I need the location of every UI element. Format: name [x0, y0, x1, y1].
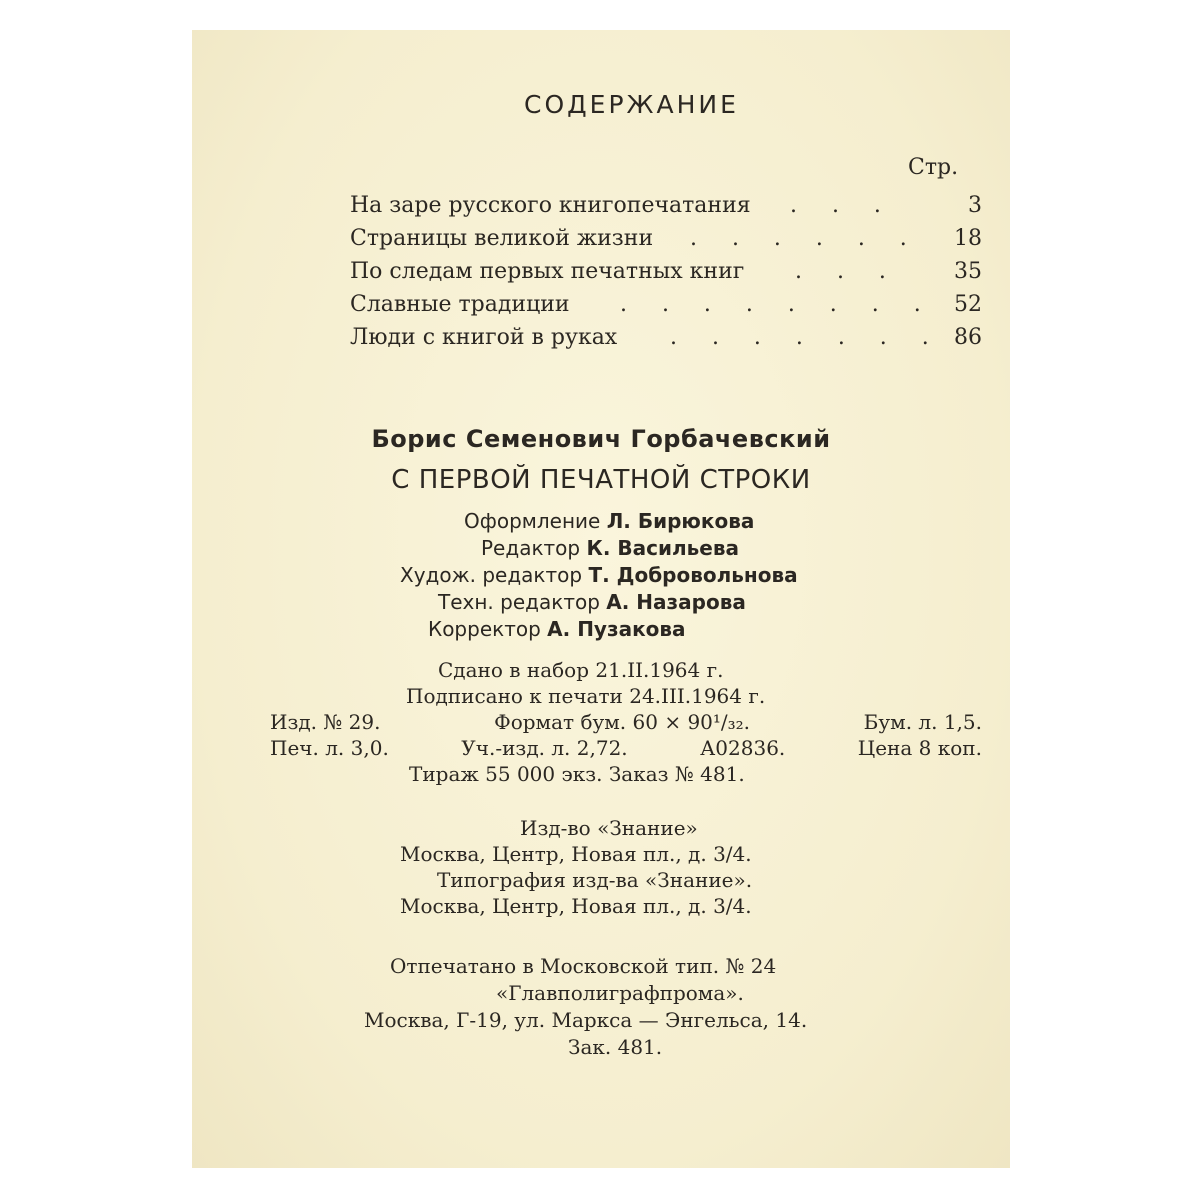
toc-leader-dots: . . . [795, 259, 886, 284]
credit-name: К. Васильева [586, 536, 740, 560]
toc-leader-dots: . . . [790, 193, 881, 218]
book-page [192, 30, 1010, 1168]
printing-house: Типография изд-ва «Знание». [437, 868, 753, 892]
credit-role: Редактор [481, 536, 581, 560]
toc-entry [350, 325, 982, 351]
printing-house-address: Москва, Центр, Новая пл., д. 3/4. [400, 894, 752, 918]
credit-name: Т. Добровольнова [588, 563, 798, 587]
toc-entry-page: 52 [954, 292, 982, 317]
paper-format: Формат бум. 60 × 90¹/₃₂. [494, 710, 751, 734]
credit-name: Л. Бирюкова [606, 509, 755, 533]
toc-entry [350, 193, 982, 219]
publisher-address: Москва, Центр, Новая пл., д. 3/4. [400, 842, 752, 866]
credit-line [400, 565, 798, 585]
toc-entry-page: 18 [954, 226, 982, 251]
toc-entry [350, 259, 982, 285]
toc-entry-page: 3 [968, 193, 982, 218]
toc-entry-title: Люди с книгой в руках [350, 325, 618, 350]
imprint-row-1 [270, 712, 982, 732]
credit-name: А. Пузакова [547, 617, 686, 641]
toc-leader-dots: . . . . . . . . [620, 292, 921, 317]
license-code: А02836. [700, 736, 786, 760]
credit-name: А. Назарова [606, 590, 746, 614]
price: Цена 8 коп. [857, 736, 982, 760]
printer-address: Москва, Г-19, ул. Маркса — Энгельса, 14. [364, 1008, 808, 1032]
toc-entry-title: На заре русского книгопечатания [350, 193, 751, 218]
book-author: Борис Семенович Горбачевский [371, 425, 831, 453]
toc-entry-title: Страницы великой жизни [350, 226, 654, 251]
toc-entry-page: 86 [954, 325, 982, 350]
toc-entry [350, 226, 982, 252]
toc-entry [350, 292, 982, 318]
toc-leader-dots: . . . . . . . [670, 325, 929, 350]
print-sheets: Печ. л. 3,0. [270, 736, 389, 760]
credit-line [481, 538, 739, 558]
toc-title: СОДЕРЖАНИЕ [524, 90, 739, 119]
credit-role: Корректор [428, 617, 541, 641]
credit-role: Техн. редактор [438, 590, 600, 614]
toc-entry-page: 35 [954, 259, 982, 284]
order-number: Зак. 481. [568, 1035, 663, 1059]
edition-number: Изд. № 29. [270, 710, 381, 734]
credit-line [438, 592, 746, 612]
toc-leader-dots: . . . . . . [690, 226, 907, 251]
toc-entry-title: Славные традиции [350, 292, 570, 317]
publisher-sheets: Уч.-изд. л. 2,72. [461, 736, 628, 760]
book-title: С ПЕРВОЙ ПЕЧАТНОЙ СТРОКИ [391, 465, 811, 495]
credit-line [428, 619, 686, 639]
typeset-date: Сдано в набор 21.II.1964 г. [438, 658, 724, 682]
imprint-row-2 [270, 738, 982, 758]
toc-page-header: Стр. [908, 155, 959, 180]
credit-line [464, 511, 754, 531]
paper-sheets: Бум. л. 1,5. [863, 710, 982, 734]
credit-role: Оформление [464, 509, 601, 533]
toc-entry-title: По следам первых печатных книг [350, 259, 745, 284]
publisher-name: Изд-во «Знание» [520, 816, 698, 840]
credit-role: Худож. редактор [400, 563, 583, 587]
printed-by: Отпечатано в Московской тип. № 24 [390, 954, 777, 978]
signed-date: Подписано к печати 24.III.1964 г. [406, 684, 766, 708]
circulation: Тираж 55 000 экз. Заказ № 481. [409, 762, 745, 786]
printer-organization: «Главполиграфпрома». [496, 981, 744, 1005]
